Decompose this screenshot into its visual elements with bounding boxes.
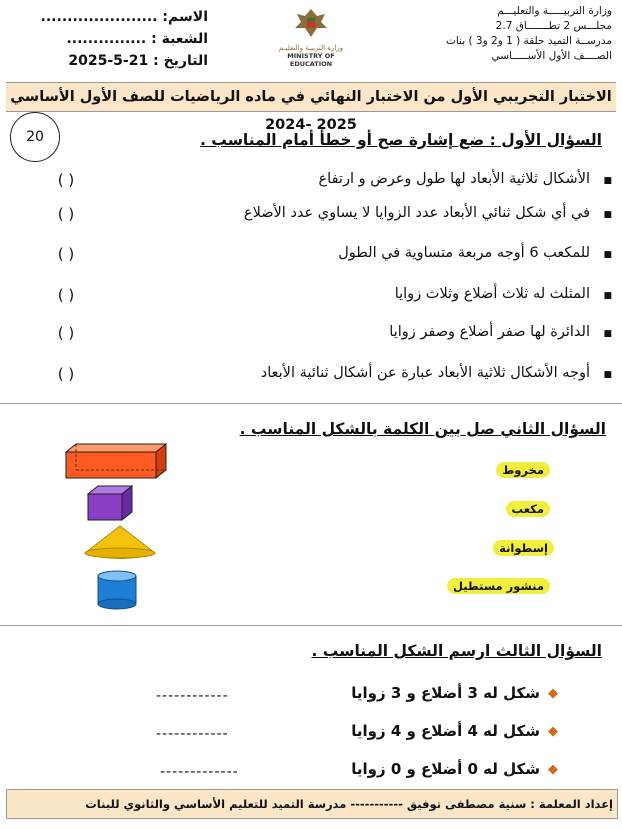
grade-line: الصــــف الأول الأســـــاسي	[491, 50, 612, 62]
q2-word-cube[interactable]: مكعب	[506, 501, 550, 517]
q3-row-1: شكل له 3 أضلاع و 3 زوايا	[351, 684, 540, 702]
divider-1	[0, 403, 622, 404]
shapes-column	[60, 440, 170, 610]
logo-arabic-text: وزارة التربيـة والتعليـم	[278, 44, 344, 52]
section-field: الشعبة : ...............	[66, 31, 208, 47]
cone-icon	[85, 526, 155, 559]
q2-word-cylinder[interactable]: إسطوانة	[493, 540, 554, 556]
q1-statement-4: المثلث له ثلاث أضلاع وثلاث زوايا ■	[70, 286, 590, 302]
logo-english-text: MINISTRY OF EDUCATION	[287, 52, 335, 68]
student-info	[8, 6, 208, 72]
diamond-bullet-icon: ◆	[548, 724, 558, 739]
footer-credits: إعداد المعلمة : سنية مصطفى توفيق ----------- مدرسة التميد للتعليم الأساسي والثانوي للبنات	[6, 789, 618, 819]
q3-answer-line-2[interactable]: ------------	[156, 726, 229, 742]
diamond-bullet-icon: ◆	[548, 762, 558, 777]
q2-title: السؤال الثاني صل بين الكلمة بالشكل المناسب .	[239, 420, 606, 438]
q1-answer-box-2[interactable]: ( )	[57, 205, 75, 223]
q2-word-cone[interactable]: مخروط	[496, 462, 550, 478]
q1-answer-box-5[interactable]: ( )	[57, 324, 75, 342]
cylinder-icon	[98, 571, 136, 609]
name-field: الاسم: ......................	[40, 9, 208, 25]
q3-row-3: شكل له 0 أضلاع و 0 زوايا	[351, 760, 540, 778]
score-circle: 20	[10, 112, 60, 162]
q1-statement-3: للمكعب 6 أوجه مربعة متساوية في الطول ■	[70, 245, 590, 261]
emblem-icon	[291, 6, 331, 40]
q1-title: السؤال الأول : ضع إشارة صح أو خطأ أمام المناسب .	[200, 131, 602, 149]
council-line: مجلـــس 2 تطـــــــاق 2.7	[495, 20, 612, 32]
rectangular-prism-icon	[66, 444, 166, 478]
school-info	[392, 4, 612, 64]
exam-title: الاختبار التجريبي الأول من الاختبار النهائي في ماده الرياضيات للصف الأول الأساسي 2025 -2024	[6, 82, 616, 112]
cube-icon	[88, 486, 132, 520]
q1-statement-1: الأشكال ثلاثية الأبعاد لها طول وعرض و ارتفاع ■	[70, 171, 590, 187]
school-line: مدرســة التميد حلقة ( 1 و2 و3 ) بنات	[445, 35, 612, 47]
q1-answer-box-4[interactable]: ( )	[57, 286, 75, 304]
q1-answer-box-6[interactable]: ( )	[57, 365, 75, 383]
q1-statement-6: أوجه الأشكال ثلاثية الأبعاد عبارة عن أشكال ثنائية الأبعاد ■	[70, 365, 590, 381]
q1-statement-2: في أي شكل ثنائي الأبعاد عدد الزوايا لا يساوي عدد الأضلاع ■	[70, 205, 590, 221]
divider-2	[0, 625, 622, 626]
q3-row-2: شكل له 4 أضلاع و 4 زوايا	[351, 722, 540, 740]
q3-title: السؤال الثالث ارسم الشكل المناسب .	[311, 642, 602, 660]
diamond-bullet-icon: ◆	[548, 686, 558, 701]
q1-answer-box-3[interactable]: ( )	[57, 245, 75, 263]
ministry-line: وزارة التربيـــــة والتعليـــم	[497, 5, 612, 17]
q3-answer-line-1[interactable]: ------------	[156, 688, 229, 704]
date-field: التاريخ : 21-5-2025	[68, 53, 208, 69]
ministry-logo	[268, 6, 354, 70]
q2-word-prism[interactable]: منشور مستطيل	[447, 578, 550, 594]
q3-answer-line-3[interactable]: -------------	[160, 764, 239, 780]
q1-statement-5: الدائرة لها صفر أضلاع وصفر زوايا ■	[70, 324, 590, 340]
q1-answer-box-1[interactable]: ( )	[57, 171, 75, 189]
